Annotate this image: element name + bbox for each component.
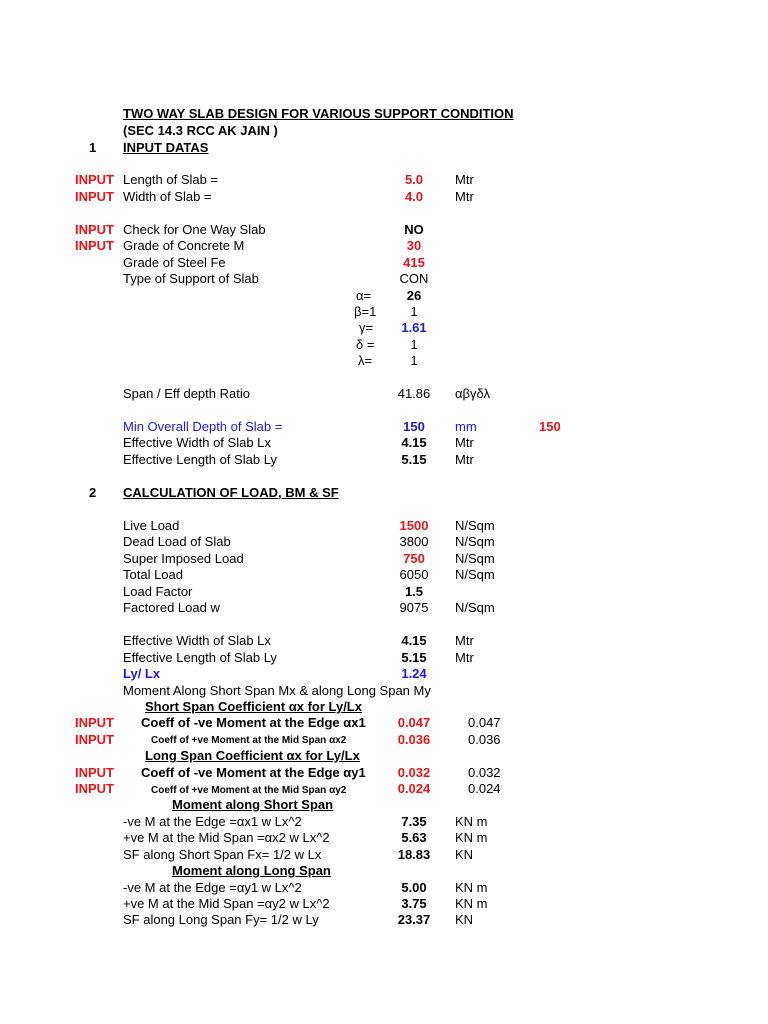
min-depth-value: 150 <box>403 419 425 434</box>
input-tag: INPUT <box>75 781 114 796</box>
concrete-grade-label: Grade of Concrete M <box>123 238 245 253</box>
oneway-value[interactable]: NO <box>404 222 424 237</box>
sfy-unit: KN <box>455 912 474 927</box>
sfx-label: SF along Short Span Fx= 1/2 w Lx <box>123 847 322 862</box>
input-tag: INPUT <box>75 715 114 730</box>
support-type-value[interactable]: CON <box>399 271 429 286</box>
alpha-label: α= <box>356 288 372 303</box>
mx-neg-unit: KN m <box>455 814 488 829</box>
my-neg-label: -ve M at the Edge =αy1 w Lx^2 <box>123 880 302 895</box>
sfy-label: SF along Long Span Fy= 1/2 w Ly <box>123 912 319 927</box>
eff-length-value: 5.15 <box>401 452 427 467</box>
reference-note: (SEC 14.3 RCC AK JAIN ) <box>123 123 278 138</box>
ax1-reference: 0.047 <box>468 715 501 730</box>
ay2-value[interactable]: 0.024 <box>397 781 431 796</box>
short-span-moment-heading: Moment along Short Span <box>172 797 334 812</box>
delta-value: 1 <box>410 337 418 352</box>
width-unit: Mtr <box>455 189 474 204</box>
concrete-grade-value[interactable]: 30 <box>406 238 422 253</box>
input-tag: INPUT <box>75 238 114 253</box>
long-span-moment-heading: Moment along Long Span <box>172 863 331 878</box>
moment-description: Moment Along Short Span Mx & along Long Span My <box>123 683 431 698</box>
mx-pos-label: +ve M at the Mid Span =αx2 w Lx^2 <box>123 830 330 845</box>
ay1-reference: 0.032 <box>468 765 501 780</box>
ratio-value: 1.24 <box>401 666 427 681</box>
page-title: TWO WAY SLAB DESIGN FOR VARIOUS SUPPORT CONDITION <box>123 106 514 121</box>
length-label: Length of Slab = <box>123 172 219 187</box>
ay2-label: Coeff of +ve Moment at the Mid Span αy2 <box>151 785 347 796</box>
eff-length-value-2: 5.15 <box>401 650 427 665</box>
load-factor-label: Load Factor <box>123 584 193 599</box>
mx-neg-label: -ve M at the Edge =αx1 w Lx^2 <box>123 814 302 829</box>
input-tag: INPUT <box>75 732 114 747</box>
input-tag: INPUT <box>75 172 114 187</box>
input-tag: INPUT <box>75 765 114 780</box>
total-load-label: Total Load <box>123 567 183 582</box>
mx-neg-value: 7.35 <box>401 814 427 829</box>
my-pos-unit: KN m <box>455 896 488 911</box>
dead-load-value: 3800 <box>399 534 429 549</box>
eff-width-value-2: 4.15 <box>401 633 427 648</box>
ax1-value[interactable]: 0.047 <box>397 715 431 730</box>
delta-label: δ = <box>356 337 375 352</box>
super-load-label: Super Imposed Load <box>123 551 244 566</box>
gamma-value: 1.61 <box>401 320 427 335</box>
total-load-unit: N/Sqm <box>455 567 495 582</box>
min-depth-provided[interactable]: 150 <box>539 419 561 434</box>
eff-length-label-2: Effective Length of Slab Ly <box>123 650 277 665</box>
eff-width-label: Effective Width of Slab Lx <box>123 435 271 450</box>
load-factor-value: 1.5 <box>404 584 424 599</box>
span-ratio-note: αβγδλ <box>455 386 490 401</box>
gamma-label: γ= <box>359 320 374 335</box>
eff-length-unit: Mtr <box>455 452 474 467</box>
eff-width-label-2: Effective Width of Slab Lx <box>123 633 271 648</box>
eff-length-unit-2: Mtr <box>455 650 474 665</box>
beta-label: β=1 <box>354 304 377 319</box>
my-neg-value: 5.00 <box>401 880 427 895</box>
total-load-value: 6050 <box>399 567 429 582</box>
width-value[interactable]: 4.0 <box>404 189 424 204</box>
ratio-label: Ly/ Lx <box>123 666 161 681</box>
steel-grade-label: Grade of Steel Fe <box>123 255 226 270</box>
min-depth-unit: mm <box>455 419 477 434</box>
ax2-label: Coeff of +ve Moment at the Mid Span αx2 <box>151 735 347 746</box>
factored-load-unit: N/Sqm <box>455 600 495 615</box>
beta-value: 1 <box>410 304 418 319</box>
input-tag: INPUT <box>75 222 114 237</box>
mx-pos-value: 5.63 <box>401 830 427 845</box>
factored-load-value: 9075 <box>399 600 429 615</box>
sfx-value: 18.83 <box>397 847 431 862</box>
long-span-coeff-heading: Long Span Coefficient αx for Ly/Lx <box>145 748 360 763</box>
section-1-title: INPUT DATAS <box>123 140 209 155</box>
ax2-reference: 0.036 <box>468 732 501 747</box>
super-load-unit: N/Sqm <box>455 551 495 566</box>
dead-load-unit: N/Sqm <box>455 534 495 549</box>
ax1-label: Coeff of -ve Moment at the Edge αx1 <box>141 715 366 730</box>
length-value[interactable]: 5.0 <box>404 172 424 187</box>
alpha-value: 26 <box>406 288 422 303</box>
my-neg-unit: KN m <box>455 880 488 895</box>
section-2-number: 2 <box>89 485 97 500</box>
my-pos-value: 3.75 <box>401 896 427 911</box>
mx-pos-unit: KN m <box>455 830 488 845</box>
lambda-value: 1 <box>410 353 418 368</box>
factored-load-label: Factored Load w <box>123 600 220 615</box>
width-label: Width of Slab = <box>123 189 212 204</box>
ay1-value[interactable]: 0.032 <box>397 765 431 780</box>
lambda-label: λ= <box>358 353 373 368</box>
eff-length-label: Effective Length of Slab Ly <box>123 452 277 467</box>
steel-grade-value[interactable]: 415 <box>403 255 425 270</box>
input-tag: INPUT <box>75 189 114 204</box>
live-load-unit: N/Sqm <box>455 518 495 533</box>
span-ratio-value: 41.86 <box>397 386 431 401</box>
sfy-value: 23.37 <box>397 912 431 927</box>
span-ratio-label: Span / Eff depth Ratio <box>123 386 250 401</box>
ay1-label: Coeff of -ve Moment at the Edge αy1 <box>141 765 366 780</box>
ax2-value[interactable]: 0.036 <box>397 732 431 747</box>
sfx-unit: KN <box>455 847 474 862</box>
live-load-value[interactable]: 1500 <box>399 518 429 533</box>
eff-width-unit: Mtr <box>455 435 474 450</box>
eff-width-unit-2: Mtr <box>455 633 474 648</box>
dead-load-label: Dead Load of Slab <box>123 534 231 549</box>
min-depth-label: Min Overall Depth of Slab = <box>123 419 283 434</box>
my-pos-label: +ve M at the Mid Span =αy2 w Lx^2 <box>123 896 330 911</box>
super-load-value[interactable]: 750 <box>403 551 425 566</box>
live-load-label: Live Load <box>123 518 180 533</box>
section-1-number: 1 <box>89 140 97 155</box>
section-2-title: CALCULATION OF LOAD, BM & SF <box>123 485 339 500</box>
support-type-label: Type of Support of Slab <box>123 271 259 286</box>
short-span-coeff-heading: Short Span Coefficient αx for Ly/Lx <box>145 699 362 714</box>
eff-width-value: 4.15 <box>401 435 427 450</box>
length-unit: Mtr <box>455 172 474 187</box>
oneway-label: Check for One Way Slab <box>123 222 266 237</box>
ay2-reference: 0.024 <box>468 781 501 796</box>
